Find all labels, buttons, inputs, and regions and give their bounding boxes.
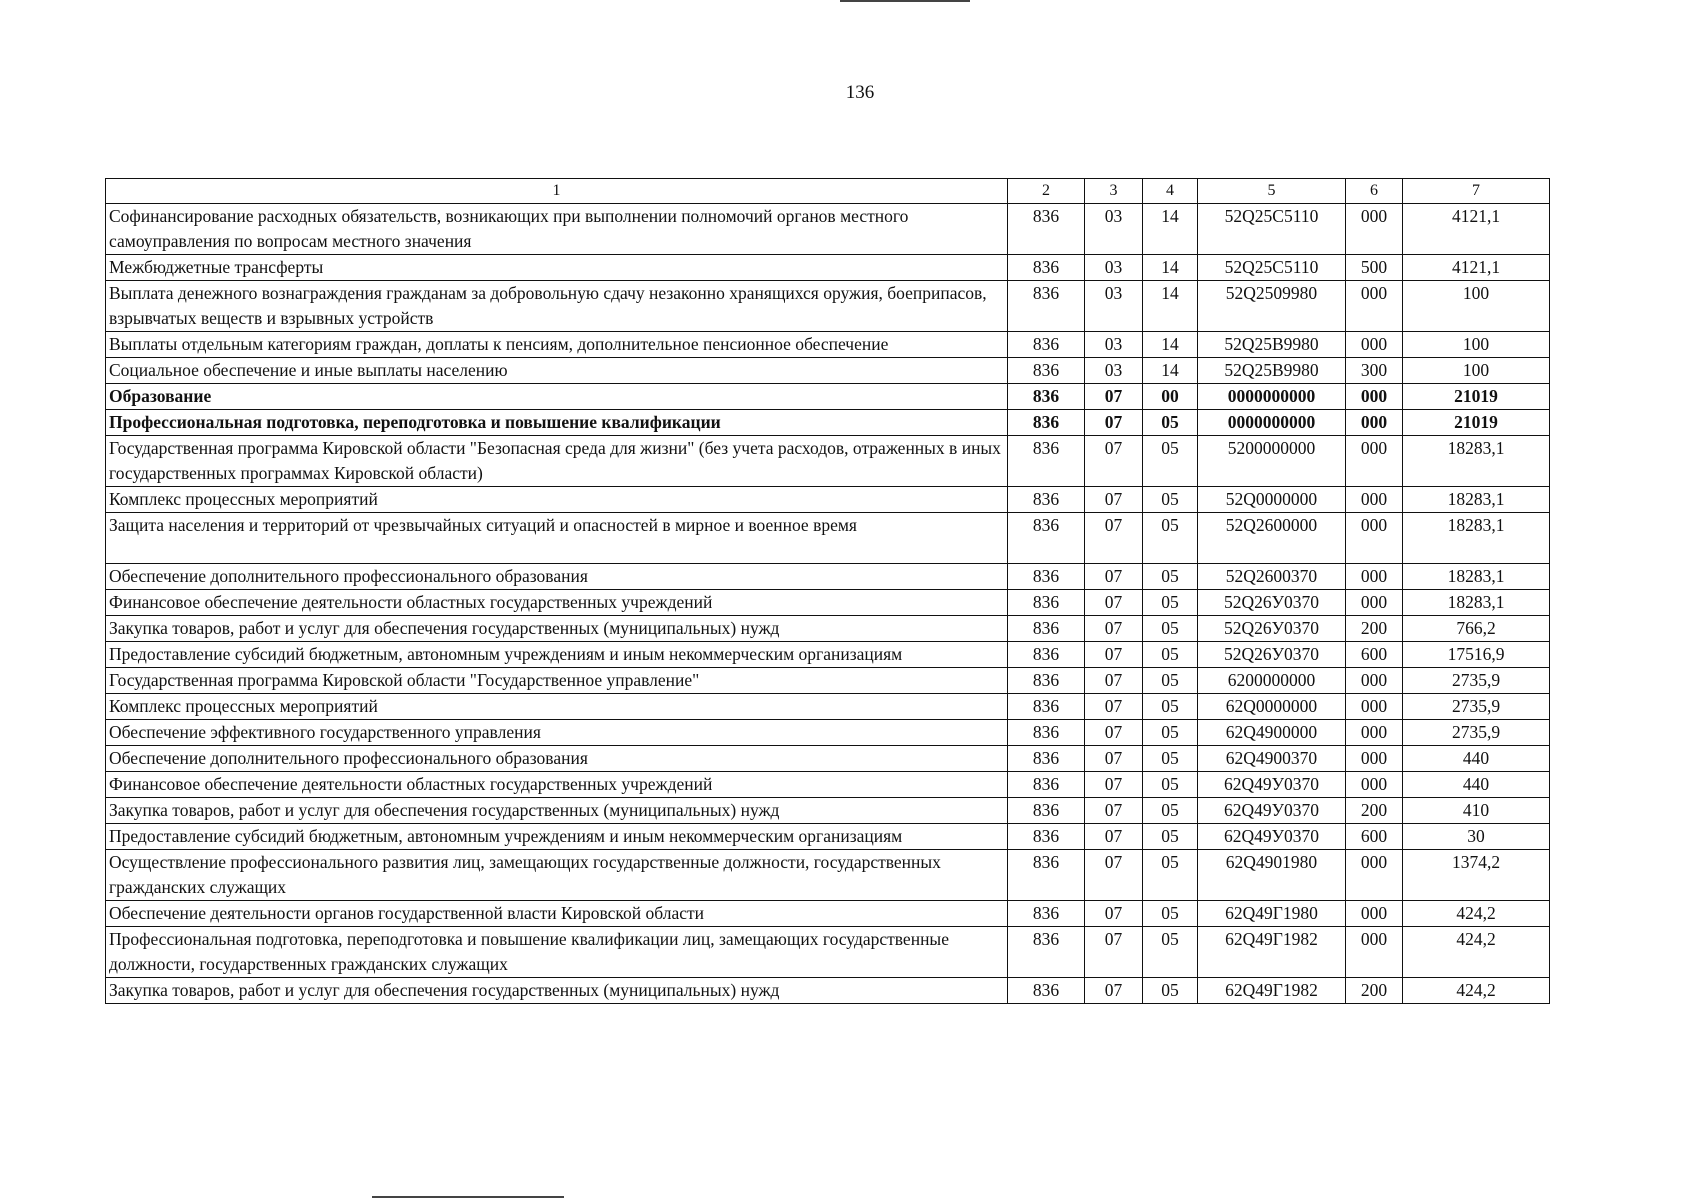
- table-row: [106, 746, 1550, 772]
- row-admin-code: 836: [1008, 281, 1085, 332]
- row-subsection: 05: [1143, 513, 1198, 564]
- row-admin-code: 836: [1008, 694, 1085, 720]
- row-name: Финансовое обеспечение деятельности областных государственных учреждений: [106, 590, 1008, 616]
- row-section: 03: [1085, 255, 1143, 281]
- row-name: Государственная программа Кировской области "Безопасная среда для жизни" (без учета расходов, отраженных в иных государственных программах Кировской области): [106, 436, 1008, 487]
- row-admin-code: 836: [1008, 436, 1085, 487]
- row-admin-code: 836: [1008, 616, 1085, 642]
- row-amount: 4121,1: [1403, 204, 1550, 255]
- row-name: Межбюджетные трансферты: [106, 255, 1008, 281]
- row-expense-type: 600: [1346, 824, 1403, 850]
- row-target-article: 52Q0000000: [1198, 487, 1346, 513]
- table-row: [106, 694, 1550, 720]
- row-name: Социальное обеспечение и иные выплаты населению: [106, 358, 1008, 384]
- row-expense-type: 000: [1346, 332, 1403, 358]
- row-expense-type: 000: [1346, 850, 1403, 901]
- header-col-4: 4: [1143, 179, 1198, 204]
- row-admin-code: 836: [1008, 642, 1085, 668]
- row-expense-type: 200: [1346, 798, 1403, 824]
- row-name: Комплекс процессных мероприятий: [106, 694, 1008, 720]
- row-target-article: 62Q49Г1980: [1198, 901, 1346, 927]
- row-name: Обеспечение эффективного государственного управления: [106, 720, 1008, 746]
- row-expense-type: 000: [1346, 436, 1403, 487]
- row-section: 07: [1085, 668, 1143, 694]
- row-expense-type: 000: [1346, 410, 1403, 436]
- row-target-article: 62Q4901980: [1198, 850, 1346, 901]
- row-admin-code: 836: [1008, 255, 1085, 281]
- row-expense-type: 000: [1346, 281, 1403, 332]
- row-name: Обеспечение деятельности органов государственной власти Кировской области: [106, 901, 1008, 927]
- row-target-article: 52Q25B9980: [1198, 358, 1346, 384]
- row-target-article: 62Q4900370: [1198, 746, 1346, 772]
- row-admin-code: 836: [1008, 824, 1085, 850]
- row-admin-code: 836: [1008, 204, 1085, 255]
- row-subsection: 05: [1143, 772, 1198, 798]
- top-rule: [840, 0, 970, 2]
- row-section: 07: [1085, 590, 1143, 616]
- row-subsection: 05: [1143, 642, 1198, 668]
- row-amount: 18283,1: [1403, 590, 1550, 616]
- row-subsection: 05: [1143, 746, 1198, 772]
- table-row: [106, 204, 1550, 255]
- row-admin-code: 836: [1008, 746, 1085, 772]
- row-admin-code: 836: [1008, 927, 1085, 978]
- row-name: Финансовое обеспечение деятельности областных государственных учреждений: [106, 772, 1008, 798]
- row-subsection: 05: [1143, 590, 1198, 616]
- table-row: [106, 487, 1550, 513]
- row-target-article: 62Q4900000: [1198, 720, 1346, 746]
- page-number: 136: [845, 82, 875, 103]
- row-admin-code: 836: [1008, 590, 1085, 616]
- row-expense-type: 200: [1346, 616, 1403, 642]
- header-col-7: 7: [1403, 179, 1550, 204]
- row-admin-code: 836: [1008, 513, 1085, 564]
- row-expense-type: 000: [1346, 384, 1403, 410]
- row-amount: 1374,2: [1403, 850, 1550, 901]
- row-expense-type: 000: [1346, 694, 1403, 720]
- row-amount: 100: [1403, 281, 1550, 332]
- row-section: 07: [1085, 616, 1143, 642]
- row-subsection: 05: [1143, 901, 1198, 927]
- row-admin-code: 836: [1008, 720, 1085, 746]
- row-amount: 21019: [1403, 384, 1550, 410]
- row-target-article: 62Q49Г1982: [1198, 927, 1346, 978]
- row-name: Закупка товаров, работ и услуг для обеспечения государственных (муниципальных) нужд: [106, 978, 1008, 1004]
- row-target-article: 52Q25B9980: [1198, 332, 1346, 358]
- row-target-article: 52Q26У0370: [1198, 616, 1346, 642]
- row-subsection: 14: [1143, 358, 1198, 384]
- row-subsection: 05: [1143, 616, 1198, 642]
- row-section: 07: [1085, 694, 1143, 720]
- table-row: [106, 384, 1550, 410]
- row-subsection: 05: [1143, 927, 1198, 978]
- row-amount: 2735,9: [1403, 694, 1550, 720]
- row-admin-code: 836: [1008, 487, 1085, 513]
- row-expense-type: 000: [1346, 720, 1403, 746]
- row-section: 07: [1085, 850, 1143, 901]
- row-section: 07: [1085, 978, 1143, 1004]
- table-row: [106, 901, 1550, 927]
- row-target-article: 62Q49У0370: [1198, 772, 1346, 798]
- row-subsection: 14: [1143, 332, 1198, 358]
- row-target-article: 6200000000: [1198, 668, 1346, 694]
- row-amount: 18283,1: [1403, 564, 1550, 590]
- row-section: 03: [1085, 204, 1143, 255]
- header-col-3: 3: [1085, 179, 1143, 204]
- row-section: 07: [1085, 410, 1143, 436]
- row-subsection: 14: [1143, 204, 1198, 255]
- row-target-article: 0000000000: [1198, 410, 1346, 436]
- row-section: 07: [1085, 564, 1143, 590]
- row-expense-type: 000: [1346, 746, 1403, 772]
- row-expense-type: 000: [1346, 590, 1403, 616]
- row-admin-code: 836: [1008, 772, 1085, 798]
- row-admin-code: 836: [1008, 358, 1085, 384]
- budget-table: [105, 178, 1550, 1004]
- row-section: 07: [1085, 798, 1143, 824]
- row-amount: 424,2: [1403, 901, 1550, 927]
- row-subsection: 05: [1143, 668, 1198, 694]
- table-body: [106, 204, 1550, 1004]
- row-name: Комплекс процессных мероприятий: [106, 487, 1008, 513]
- table-row: [106, 616, 1550, 642]
- row-target-article: 52Q2600370: [1198, 564, 1346, 590]
- header-col-1: 1: [106, 179, 1008, 204]
- table-row: [106, 436, 1550, 487]
- row-admin-code: 836: [1008, 850, 1085, 901]
- row-section: 07: [1085, 824, 1143, 850]
- table-row: [106, 358, 1550, 384]
- row-admin-code: 836: [1008, 978, 1085, 1004]
- row-name: Предоставление субсидий бюджетным, автономным учреждениям и иным некоммерческим организациям: [106, 824, 1008, 850]
- row-subsection: 05: [1143, 564, 1198, 590]
- row-expense-type: 000: [1346, 513, 1403, 564]
- table-row: [106, 668, 1550, 694]
- row-target-article: 52Q26У0370: [1198, 642, 1346, 668]
- row-target-article: 52Q25C5110: [1198, 204, 1346, 255]
- table-row: [106, 927, 1550, 978]
- header-col-5: 5: [1198, 179, 1346, 204]
- row-section: 07: [1085, 901, 1143, 927]
- row-name: Софинансирование расходных обязательств, возникающих при выполнении полномочий органов местного самоуправления по вопросам местного значения: [106, 204, 1008, 255]
- table-row: [106, 824, 1550, 850]
- row-admin-code: 836: [1008, 410, 1085, 436]
- row-subsection: 05: [1143, 824, 1198, 850]
- row-name: Государственная программа Кировской области "Государственное управление": [106, 668, 1008, 694]
- row-expense-type: 000: [1346, 772, 1403, 798]
- table-row: [106, 798, 1550, 824]
- row-amount: 18283,1: [1403, 513, 1550, 564]
- row-section: 07: [1085, 772, 1143, 798]
- row-admin-code: 836: [1008, 901, 1085, 927]
- row-amount: 424,2: [1403, 927, 1550, 978]
- row-name: Профессиональная подготовка, переподготовка и повышение квалификации: [106, 410, 1008, 436]
- row-name: Обеспечение дополнительного профессионального образования: [106, 564, 1008, 590]
- row-expense-type: 000: [1346, 901, 1403, 927]
- row-amount: 30: [1403, 824, 1550, 850]
- row-name: Образование: [106, 384, 1008, 410]
- bottom-rule: [372, 1196, 564, 1198]
- row-expense-type: 200: [1346, 978, 1403, 1004]
- table-row: [106, 978, 1550, 1004]
- row-subsection: 14: [1143, 281, 1198, 332]
- table-row: [106, 720, 1550, 746]
- row-subsection: 05: [1143, 720, 1198, 746]
- row-admin-code: 836: [1008, 564, 1085, 590]
- table-row: [106, 564, 1550, 590]
- row-amount: 424,2: [1403, 978, 1550, 1004]
- table-row: [106, 642, 1550, 668]
- header-row: [106, 179, 1550, 204]
- row-amount: 17516,9: [1403, 642, 1550, 668]
- row-expense-type: 000: [1346, 564, 1403, 590]
- row-subsection: 05: [1143, 978, 1198, 1004]
- row-expense-type: 000: [1346, 204, 1403, 255]
- row-subsection: 05: [1143, 694, 1198, 720]
- row-amount: 18283,1: [1403, 436, 1550, 487]
- row-target-article: 62Q49У0370: [1198, 824, 1346, 850]
- row-amount: 440: [1403, 746, 1550, 772]
- table-row: [106, 281, 1550, 332]
- table-row: [106, 772, 1550, 798]
- row-amount: 100: [1403, 332, 1550, 358]
- row-subsection: 05: [1143, 410, 1198, 436]
- row-subsection: 05: [1143, 487, 1198, 513]
- table-row: [106, 513, 1550, 564]
- row-admin-code: 836: [1008, 668, 1085, 694]
- row-target-article: 62Q0000000: [1198, 694, 1346, 720]
- row-name: Осуществление профессионального развития лиц, замещающих государственные должности, государственных гражданских служащих: [106, 850, 1008, 901]
- row-amount: 100: [1403, 358, 1550, 384]
- row-amount: 4121,1: [1403, 255, 1550, 281]
- row-expense-type: 500: [1346, 255, 1403, 281]
- row-admin-code: 836: [1008, 332, 1085, 358]
- row-target-article: 5200000000: [1198, 436, 1346, 487]
- row-admin-code: 836: [1008, 798, 1085, 824]
- row-section: 03: [1085, 358, 1143, 384]
- row-section: 07: [1085, 384, 1143, 410]
- row-expense-type: 000: [1346, 487, 1403, 513]
- row-subsection: 14: [1143, 255, 1198, 281]
- row-section: 07: [1085, 487, 1143, 513]
- row-name: Предоставление субсидий бюджетным, автономным учреждениям и иным некоммерческим организациям: [106, 642, 1008, 668]
- row-target-article: 0000000000: [1198, 384, 1346, 410]
- table-row: [106, 255, 1550, 281]
- row-section: 07: [1085, 746, 1143, 772]
- row-section: 03: [1085, 332, 1143, 358]
- row-section: 07: [1085, 642, 1143, 668]
- row-admin-code: 836: [1008, 384, 1085, 410]
- row-amount: 440: [1403, 772, 1550, 798]
- row-expense-type: 000: [1346, 927, 1403, 978]
- row-name: Выплаты отдельным категориям граждан, доплаты к пенсиям, дополнительное пенсионное обеспечение: [106, 332, 1008, 358]
- row-amount: 2735,9: [1403, 668, 1550, 694]
- row-subsection: 00: [1143, 384, 1198, 410]
- row-target-article: 52Q26У0370: [1198, 590, 1346, 616]
- row-section: 07: [1085, 513, 1143, 564]
- row-expense-type: 300: [1346, 358, 1403, 384]
- row-amount: 2735,9: [1403, 720, 1550, 746]
- row-name: Закупка товаров, работ и услуг для обеспечения государственных (муниципальных) нужд: [106, 616, 1008, 642]
- table-row: [106, 332, 1550, 358]
- row-subsection: 05: [1143, 436, 1198, 487]
- table-row: [106, 850, 1550, 901]
- row-target-article: 52Q2600000: [1198, 513, 1346, 564]
- row-amount: 410: [1403, 798, 1550, 824]
- table-row: [106, 590, 1550, 616]
- row-expense-type: 600: [1346, 642, 1403, 668]
- row-name: Защита населения и территорий от чрезвычайных ситуаций и опасностей в мирное и военное время: [106, 513, 1008, 564]
- row-amount: 766,2: [1403, 616, 1550, 642]
- row-target-article: 52Q2509980: [1198, 281, 1346, 332]
- row-target-article: 62Q49У0370: [1198, 798, 1346, 824]
- row-subsection: 05: [1143, 850, 1198, 901]
- header-col-6: 6: [1346, 179, 1403, 204]
- row-section: 03: [1085, 281, 1143, 332]
- row-section: 07: [1085, 927, 1143, 978]
- row-name: Профессиональная подготовка, переподготовка и повышение квалификации лиц, замещающих государственные должности, государственных гражданских служащих: [106, 927, 1008, 978]
- row-target-article: 52Q25C5110: [1198, 255, 1346, 281]
- row-name: Обеспечение дополнительного профессионального образования: [106, 746, 1008, 772]
- table-row: [106, 410, 1550, 436]
- row-target-article: 62Q49Г1982: [1198, 978, 1346, 1004]
- row-name: Выплата денежного вознаграждения гражданам за добровольную сдачу незаконно хранящихся оружия, боеприпасов, взрывчатых веществ и взрывных устройств: [106, 281, 1008, 332]
- row-section: 07: [1085, 720, 1143, 746]
- row-section: 07: [1085, 436, 1143, 487]
- row-expense-type: 000: [1346, 668, 1403, 694]
- header-col-2: 2: [1008, 179, 1085, 204]
- row-subsection: 05: [1143, 798, 1198, 824]
- row-amount: 18283,1: [1403, 487, 1550, 513]
- row-amount: 21019: [1403, 410, 1550, 436]
- row-name: Закупка товаров, работ и услуг для обеспечения государственных (муниципальных) нужд: [106, 798, 1008, 824]
